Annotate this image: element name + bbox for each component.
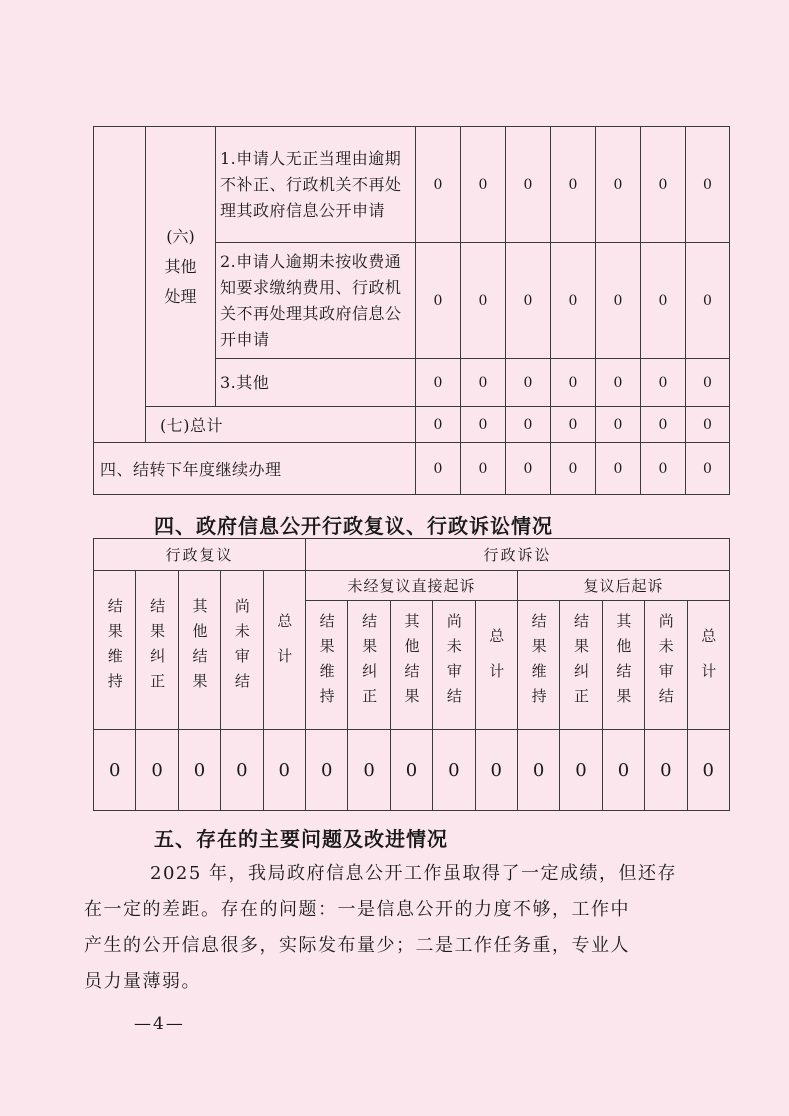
column-header: 其他结果 xyxy=(602,601,644,730)
cell-value: 0 xyxy=(687,730,730,811)
cell-value: 0 xyxy=(551,407,596,443)
cell-value: 0 xyxy=(506,127,551,243)
cell-value: 0 xyxy=(641,407,686,443)
category-label: (六) 其他 处理 xyxy=(164,226,197,306)
cell-value: 0 xyxy=(596,359,641,407)
cell-value: 0 xyxy=(596,243,641,359)
column-header: 结果纠正 xyxy=(560,601,602,730)
cell-value: 0 xyxy=(551,443,596,495)
paragraph-line: 员力量薄弱。 xyxy=(84,971,201,992)
cell-value: 0 xyxy=(506,407,551,443)
cell-value: 0 xyxy=(416,359,461,407)
cell-value: 0 xyxy=(390,730,432,811)
column-header: 其他结果 xyxy=(390,601,432,730)
page-number: —4— xyxy=(134,1014,185,1034)
cell-value: 0 xyxy=(221,730,263,811)
direct-suit-header: 未经复议直接起诉 xyxy=(305,571,517,601)
column-header: 结果纠正 xyxy=(136,571,178,730)
section4-heading: 四、政府信息公开行政复议、行政诉讼情况 xyxy=(154,514,553,538)
disposal-table xyxy=(93,126,730,495)
blank-left-cell xyxy=(94,127,146,443)
cell-value: 0 xyxy=(517,730,559,811)
cell-value: 0 xyxy=(461,243,506,359)
column-header: 结果维持 xyxy=(94,571,136,730)
column-header: 总计 xyxy=(263,571,305,730)
paragraph-line: 在一定的差距。存在的问题：一是信息公开的力度不够，工作中 xyxy=(84,899,630,920)
cell-value: 0 xyxy=(416,443,461,495)
column-header: 结果维持 xyxy=(305,601,347,730)
cell-value: 0 xyxy=(686,127,730,243)
cell-value: 0 xyxy=(461,359,506,407)
section5-heading: 五、存在的主要问题及改进情况 xyxy=(154,827,448,851)
cell-value: 0 xyxy=(641,359,686,407)
cell-value: 0 xyxy=(596,127,641,243)
cell-value: 0 xyxy=(596,407,641,443)
cell-value: 0 xyxy=(602,730,644,811)
after-review-suit-header: 复议后起诉 xyxy=(517,571,729,601)
cell-value: 0 xyxy=(433,730,475,811)
cell-value: 0 xyxy=(461,443,506,495)
cell-value: 0 xyxy=(263,730,305,811)
column-header: 总计 xyxy=(475,601,517,730)
column-header: 其他结果 xyxy=(178,571,220,730)
category-other-handling xyxy=(146,127,216,407)
cell-value: 0 xyxy=(178,730,220,811)
cell-value: 0 xyxy=(596,443,641,495)
total-label: (七)总计 xyxy=(146,407,416,443)
cell-value: 0 xyxy=(506,359,551,407)
column-header: 尚未审结 xyxy=(433,601,475,730)
cell-value: 0 xyxy=(416,127,461,243)
cell-value: 0 xyxy=(641,243,686,359)
row-desc: 1.申请人无正当理由逾期 不补正、行政机关不再处 理其政府信息公开申请 xyxy=(216,127,416,243)
row-desc: 3.其他 xyxy=(216,359,416,407)
column-header: 结果维持 xyxy=(517,601,559,730)
cell-value: 0 xyxy=(506,443,551,495)
cell-value: 0 xyxy=(641,443,686,495)
paragraph-line: 2025 年，我局政府信息公开工作虽取得了一定成绩，但还存 xyxy=(150,863,678,884)
column-header: 尚未审结 xyxy=(221,571,263,730)
row-desc: 2.申请人逾期未按收费通 知要求缴纳费用、行政机 关不再处理其政府信息公开申请 xyxy=(216,243,416,359)
cell-value: 0 xyxy=(686,243,730,359)
cell-value: 0 xyxy=(136,730,178,811)
cell-value: 0 xyxy=(551,359,596,407)
cell-value: 0 xyxy=(461,127,506,243)
cell-value: 0 xyxy=(686,443,730,495)
paragraph-line: 产生的公开信息很多，实际发布量少；二是工作任务重，专业人 xyxy=(84,935,630,956)
review-header: 行政复议 xyxy=(94,539,306,571)
column-header: 尚未审结 xyxy=(645,601,687,730)
body-paragraph xyxy=(84,856,730,1000)
cell-value: 0 xyxy=(560,730,602,811)
carryover-label: 四、结转下年度继续办理 xyxy=(94,443,416,495)
litigation-header: 行政诉讼 xyxy=(305,539,729,571)
column-header: 总计 xyxy=(687,601,730,730)
cell-value: 0 xyxy=(416,407,461,443)
cell-value: 0 xyxy=(551,127,596,243)
cell-value: 0 xyxy=(686,407,730,443)
cell-value: 0 xyxy=(461,407,506,443)
cell-value: 0 xyxy=(416,243,461,359)
cell-value: 0 xyxy=(641,127,686,243)
cell-value: 0 xyxy=(506,243,551,359)
cell-value: 0 xyxy=(475,730,517,811)
cell-value: 0 xyxy=(645,730,687,811)
cell-value: 0 xyxy=(305,730,347,811)
cell-value: 0 xyxy=(348,730,390,811)
cell-value: 0 xyxy=(94,730,136,811)
column-header: 结果纠正 xyxy=(348,601,390,730)
review-litigation-table xyxy=(93,538,730,811)
cell-value: 0 xyxy=(686,359,730,407)
cell-value: 0 xyxy=(551,243,596,359)
